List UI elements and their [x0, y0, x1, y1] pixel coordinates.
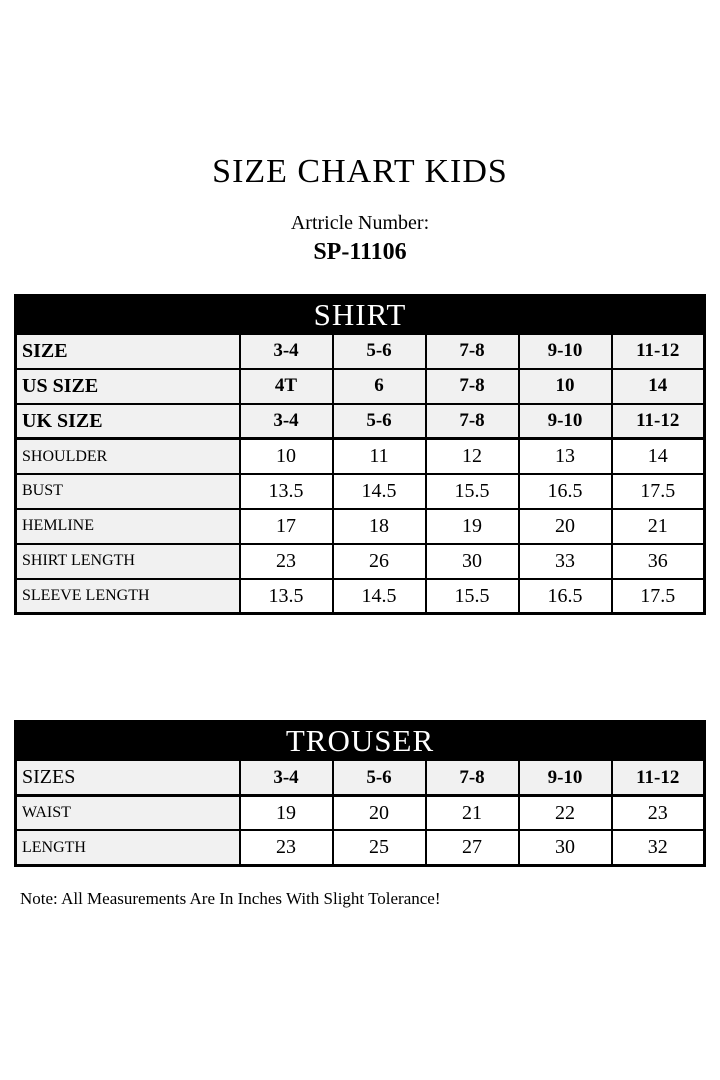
value-cell: 11-12 [612, 404, 705, 439]
article-number-label: Artricle Number: [290, 212, 430, 235]
table-banner-row [16, 722, 705, 761]
value-cell: 14 [612, 369, 705, 404]
value-cell: 17.5 [612, 579, 705, 614]
value-cell: 5-6 [333, 760, 426, 795]
value-cell: 7-8 [426, 760, 519, 795]
table-row [16, 474, 705, 509]
value-cell: 14.5 [333, 474, 426, 509]
row-label: WAIST [16, 795, 240, 830]
value-cell: 13.5 [240, 474, 333, 509]
value-cell: 23 [240, 544, 333, 579]
row-label: HEMLINE [16, 509, 240, 544]
measurement-note: Note: All Measurements Are In Inches With Slight Tolerance! [20, 888, 441, 908]
value-cell: 17.5 [612, 474, 705, 509]
value-cell: 7-8 [426, 369, 519, 404]
value-cell: 19 [240, 795, 333, 830]
table-row [16, 795, 705, 830]
value-cell: 16.5 [519, 474, 612, 509]
table-row [16, 404, 705, 439]
table-banner-row [16, 295, 705, 334]
value-cell: 16.5 [519, 579, 612, 614]
value-cell: 18 [333, 509, 426, 544]
value-cell: 4T [240, 369, 333, 404]
value-cell: 3-4 [240, 334, 333, 369]
table-row [16, 579, 705, 614]
value-cell: 30 [519, 830, 612, 865]
value-cell: 10 [240, 439, 333, 474]
value-cell: 15.5 [426, 579, 519, 614]
value-cell: 21 [612, 509, 705, 544]
page-title: SIZE CHART KIDS [212, 153, 508, 190]
row-label: LENGTH [16, 830, 240, 865]
value-cell: 33 [519, 544, 612, 579]
value-cell: 13 [519, 439, 612, 474]
value-cell: 13.5 [240, 579, 333, 614]
value-cell: 30 [426, 544, 519, 579]
row-label: SIZES [16, 760, 240, 795]
table-row [16, 830, 705, 865]
value-cell: 11 [333, 439, 426, 474]
value-cell: 6 [333, 369, 426, 404]
value-cell: 7-8 [426, 404, 519, 439]
row-label: BUST [16, 474, 240, 509]
row-label: SHOULDER [16, 439, 240, 474]
row-label: SHIRT LENGTH [16, 544, 240, 579]
value-cell: 21 [426, 795, 519, 830]
value-cell: 12 [426, 439, 519, 474]
value-cell: 5-6 [333, 404, 426, 439]
value-cell: 27 [426, 830, 519, 865]
value-cell: 3-4 [240, 760, 333, 795]
article-number-value: SP-11106 [313, 239, 407, 266]
row-label: SLEEVE LENGTH [16, 579, 240, 614]
table-row [16, 544, 705, 579]
value-cell: 20 [333, 795, 426, 830]
table-row [16, 369, 705, 404]
value-cell: 14 [612, 439, 705, 474]
shirt-banner: SHIRT [16, 295, 705, 334]
value-cell: 17 [240, 509, 333, 544]
row-label: US SIZE [16, 369, 240, 404]
trouser-banner: TROUSER [16, 722, 705, 761]
trouser-size-table [14, 720, 706, 867]
value-cell: 11-12 [612, 334, 705, 369]
value-cell: 10 [519, 369, 612, 404]
value-cell: 20 [519, 509, 612, 544]
table-row [16, 760, 705, 795]
row-label: UK SIZE [16, 404, 240, 439]
shirt-size-table [14, 294, 706, 616]
table-row [16, 509, 705, 544]
value-cell: 23 [240, 830, 333, 865]
value-cell: 22 [519, 795, 612, 830]
value-cell: 11-12 [612, 760, 705, 795]
value-cell: 32 [612, 830, 705, 865]
value-cell: 19 [426, 509, 519, 544]
value-cell: 36 [612, 544, 705, 579]
table-row [16, 334, 705, 369]
value-cell: 3-4 [240, 404, 333, 439]
row-label: SIZE [16, 334, 240, 369]
value-cell: 9-10 [519, 334, 612, 369]
value-cell: 15.5 [426, 474, 519, 509]
value-cell: 25 [333, 830, 426, 865]
table-row [16, 439, 705, 474]
value-cell: 14.5 [333, 579, 426, 614]
value-cell: 9-10 [519, 404, 612, 439]
value-cell: 7-8 [426, 334, 519, 369]
value-cell: 5-6 [333, 334, 426, 369]
value-cell: 26 [333, 544, 426, 579]
value-cell: 9-10 [519, 760, 612, 795]
value-cell: 23 [612, 795, 705, 830]
